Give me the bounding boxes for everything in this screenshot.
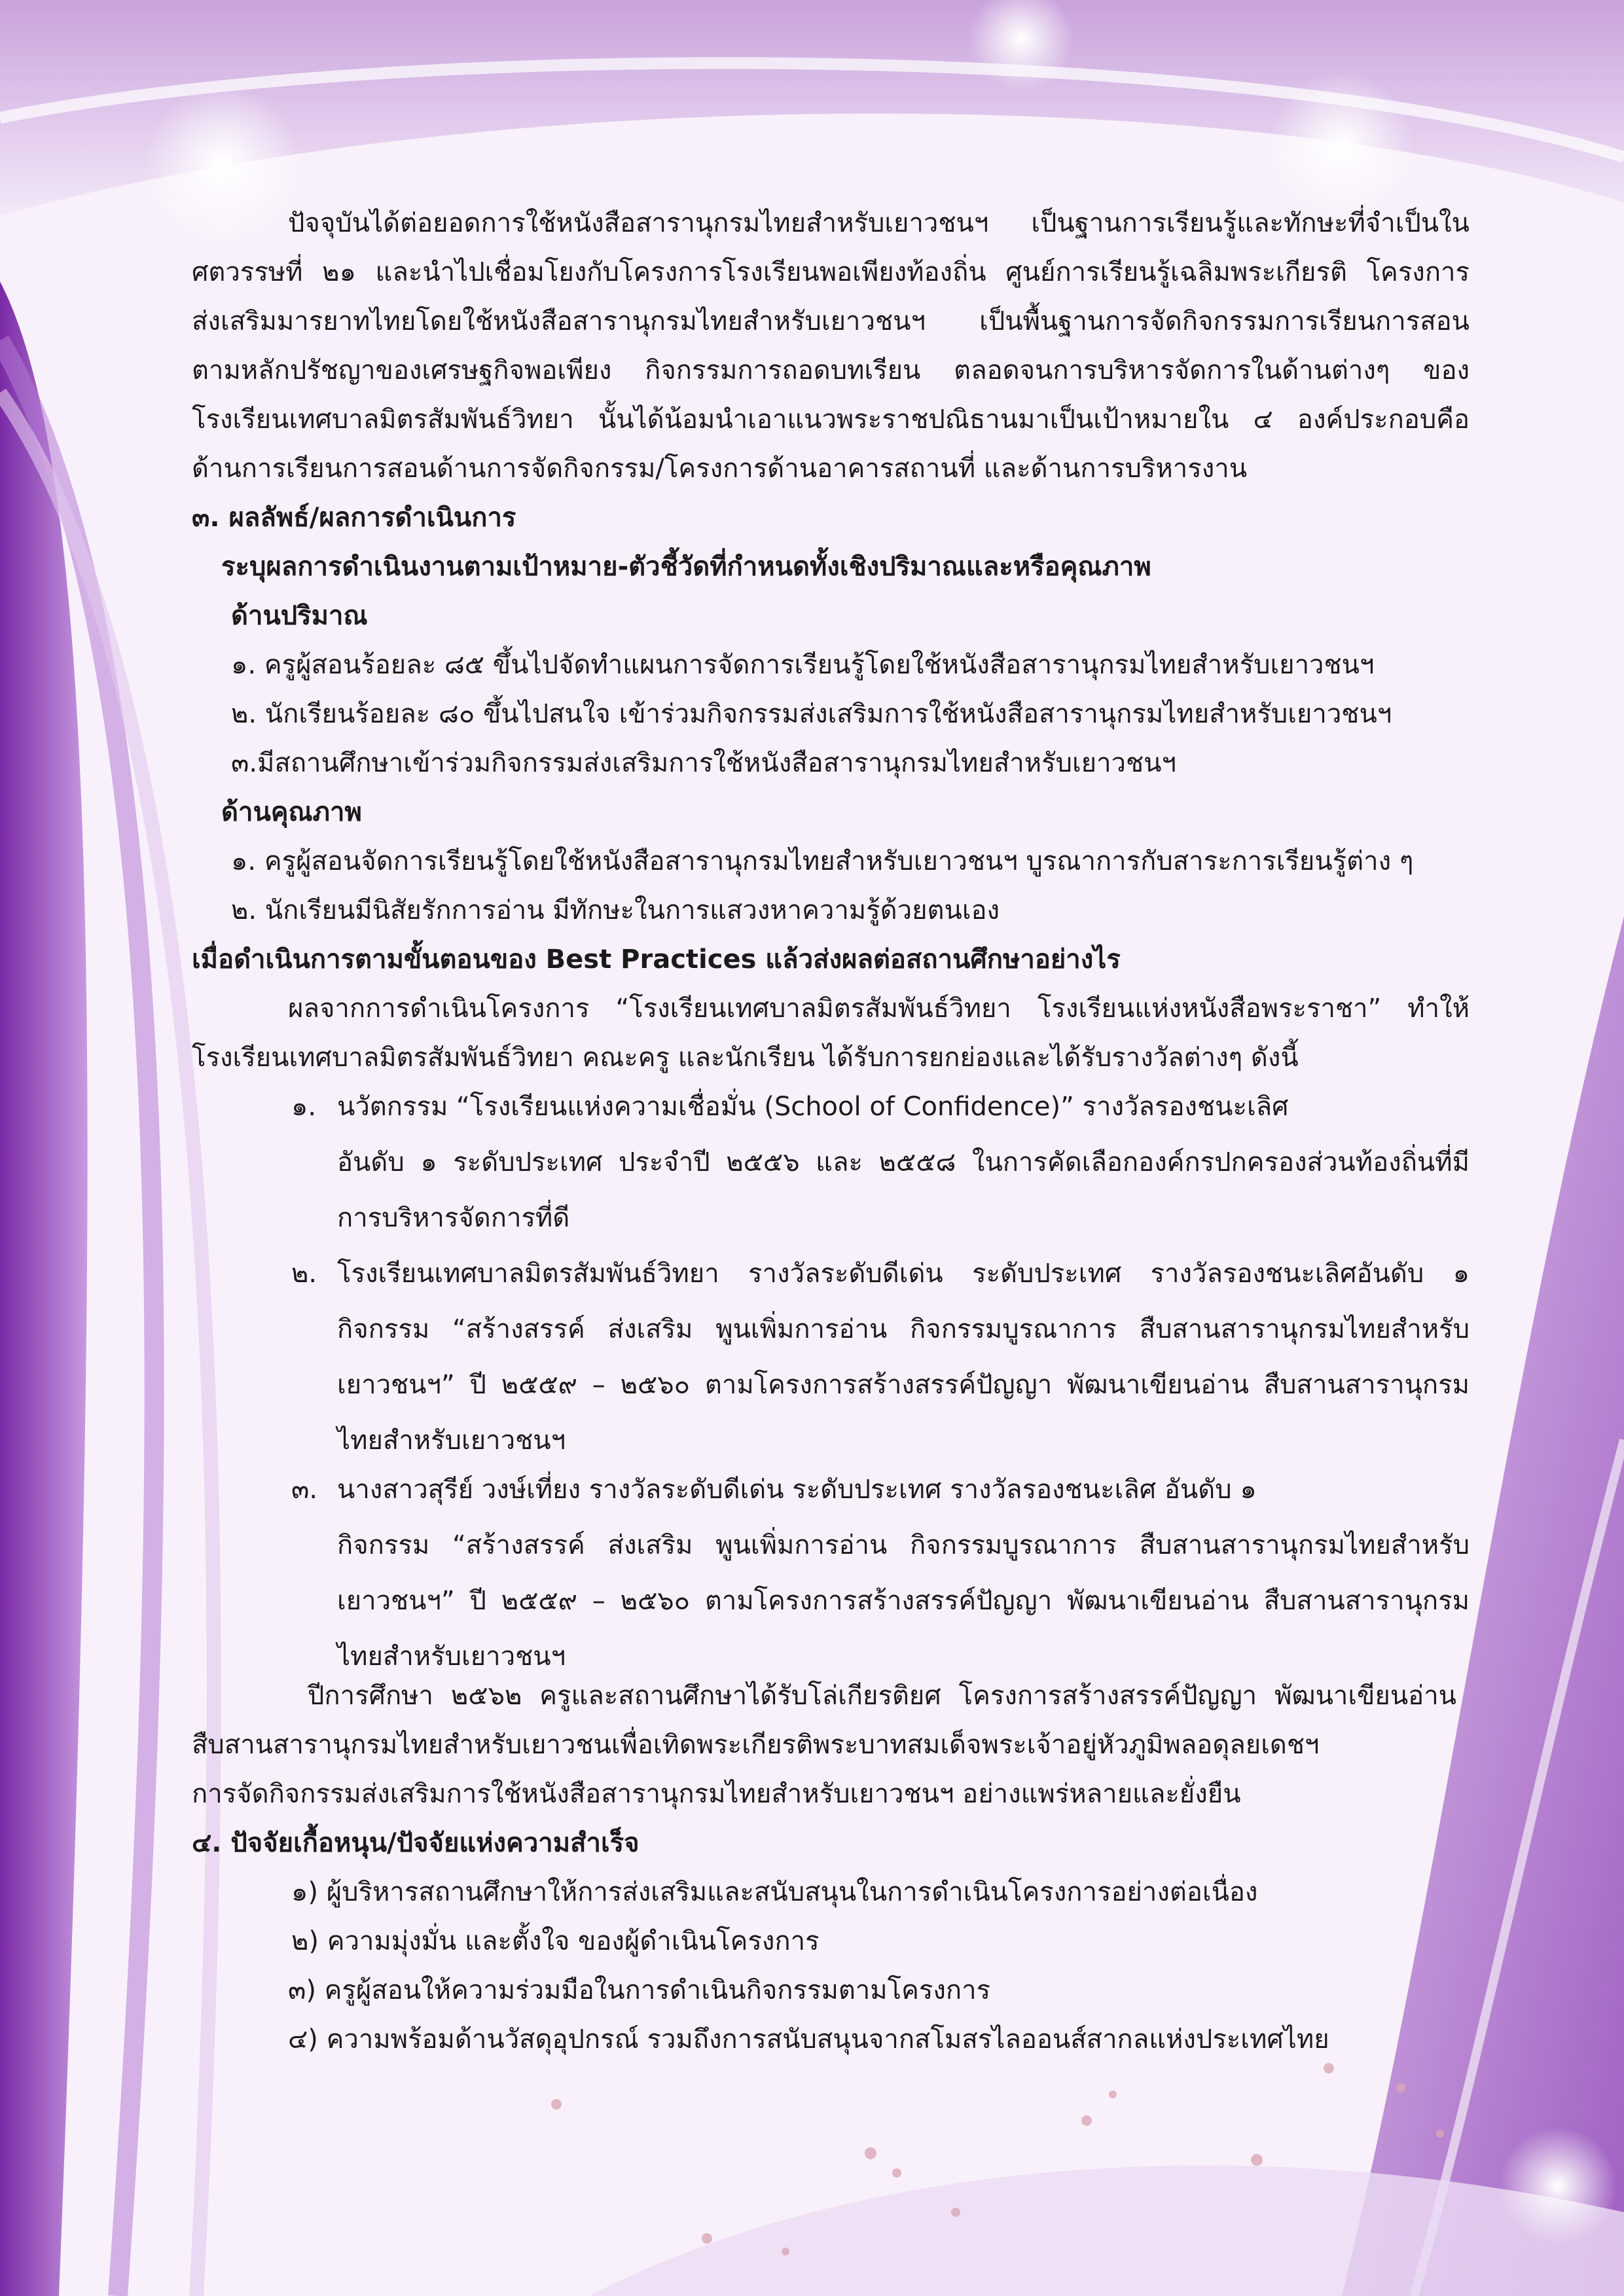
section4-item-2: ๒) ความมุ่งมั่น และตั้งใจ ของผู้ดำเนินโครงการ [291, 1926, 820, 1956]
closing-line-1: ปีการศึกษา ๒๕๖๒ ครูและสถานศึกษาได้รับโล่เกียรติยศ โครงการสร้างสรรค์ปัญญา พัฒนาเขียนอ่าน [308, 1681, 1456, 1711]
intro-line-1: ปัจจุบันได้ต่อยอดการใช้หนังสือสารานุกรมไทยสำหรับเยาวชนฯ เป็นฐานการเรียนรู้และทักษะที่จำเป็นใน [288, 208, 1470, 238]
award-1-line-3: การบริหารจัดการที่ดี [337, 1203, 570, 1233]
award-3-line-2: กิจกรรม “สร้างสรรค์ ส่งเสริม พูนเพิ่มการอ่าน กิจกรรมบูรณาการ สืบสานสารานุกรมไทยสำหรับ [337, 1530, 1470, 1560]
award-2-line-2: กิจกรรม “สร้างสรรค์ ส่งเสริม พูนเพิ่มการอ่าน กิจกรรมบูรณาการ สืบสานสารานุกรมไทยสำหรับ [337, 1314, 1470, 1344]
section4-item-1: ๑) ผู้บริหารสถานศึกษาให้การส่งเสริมและสนับสนุนในการดำเนินโครงการอย่างต่อเนื่อง [291, 1877, 1258, 1907]
award-1-line-1: นวัตกรรม “โรงเรียนแห่งความเชื่อมั่น (School of Confidence)” รางวัลรองชนะเลิศ [337, 1092, 1289, 1122]
award-3-line-4: ไทยสำหรับเยาวชนฯ [337, 1641, 566, 1672]
section4-item-4: ๔) ความพร้อมด้านวัสดุอุปกรณ์ รวมถึงการสนับสนุนจากสโมสรไลออนส์สากลแห่งประเทศไทย [288, 2024, 1329, 2054]
award-2-number: ๒. [291, 1259, 317, 1289]
best-practices-para-line-2: โรงเรียนเทศบาลมิตรสัมพันธ์วิทยา คณะครู และนักเรียน ได้รับการยกย่องและได้รับรางวัลต่างๆ ดังนี้ [192, 1043, 1299, 1073]
section4-heading: ๔. ปัจจัยเกื้อหนุน/ปัจจัยแห่งความสำเร็จ [192, 1828, 640, 1858]
award-3-number: ๓. [291, 1475, 318, 1505]
quality-heading: ด้านคุณภาพ [221, 797, 362, 827]
award-1-number: ๑. [291, 1092, 317, 1122]
award-2-line-4: ไทยสำหรับเยาวชนฯ [337, 1426, 566, 1456]
section3-heading: ๓. ผลลัพธ์/ผลการดำเนินการ [192, 503, 516, 533]
award-3-line-3: เยาวชนฯ” ปี ๒๕๕๙ – ๒๕๖๐ ตามโครงการสร้างสรรค์ปัญญา พัฒนาเขียนอ่าน สืบสานสารานุกรม [337, 1586, 1470, 1616]
intro-line-4: ตามหลักปรัชญาของเศรษฐกิจพอเพียง กิจกรรมการถอดบทเรียน ตลอดจนการบริหารจัดการในด้านต่างๆ ของ [192, 355, 1470, 386]
quality-item-2: ๒. นักเรียนมีนิสัยรักการอ่าน มีทักษะในการแสวงหาความรู้ด้วยตนเอง [231, 895, 1000, 925]
intro-line-5: โรงเรียนเทศบาลมิตรสัมพันธ์วิทยา นั้นได้น้อมนำเอาแนวพระราชปณิธานมาเป็นเป้าหมายใน ๔ องค์ประกอบคือ [192, 404, 1470, 435]
quantity-item-2: ๒. นักเรียนร้อยละ ๘๐ ขึ้นไปสนใจ เข้าร่วมกิจกรรมส่งเสริมการใช้หนังสือสารานุกรมไทยสำหรับเยาวชนฯ [231, 699, 1392, 729]
quantity-item-1: ๑. ครูผู้สอนร้อยละ ๘๕ ขึ้นไปจัดทำแผนการจัดการเรียนรู้โดยใช้หนังสือสารานุกรมไทยสำหรับเยาวชนฯ [231, 650, 1375, 680]
best-practices-heading: เมื่อดำเนินการตามขั้นตอนของ Best Practices แล้วส่งผลต่อสถานศึกษาอย่างไร [192, 944, 1121, 975]
closing-line-2: สืบสานสารานุกรมไทยสำหรับเยาวชนเพื่อเทิดพระเกียรติพระบาทสมเด็จพระเจ้าอยู่หัวภูมิพลอดุลยเดชฯ [192, 1730, 1320, 1760]
closing-line-3: การจัดกิจกรรมส่งเสริมการใช้หนังสือสารานุกรมไทยสำหรับเยาวชนฯ อย่างแพร่หลายและยั่งยืน [192, 1779, 1241, 1809]
award-1-line-2: อันดับ ๑ ระดับประเทศ ประจำปี ๒๕๕๖ และ ๒๕๕๘ ในการคัดเลือกองค์กรปกครองส่วนท้องถิ่นที่มี [337, 1147, 1470, 1177]
award-2-line-1: โรงเรียนเทศบาลมิตรสัมพันธ์วิทยา รางวัลระดับดีเด่น ระดับประเทศ รางวัลรองชนะเลิศอันดับ ๑ [337, 1259, 1470, 1289]
section3-subheading: ระบุผลการดำเนินงานตามเป้าหมาย-ตัวชี้วัดที่กำหนดทั้งเชิงปริมาณและหรือคุณภาพ [221, 552, 1151, 582]
section4-item-3: ๓) ครูผู้สอนให้ความร่วมมือในการดำเนินกิจกรรมตามโครงการ [288, 1975, 991, 2005]
intro-line-6: ด้านการเรียนการสอนด้านการจัดกิจกรรม/โครงการด้านอาคารสถานที่ และด้านการบริหารงาน [192, 454, 1248, 484]
intro-line-2: ศตวรรษที่ ๒๑ และนำไปเชื่อมโยงกับโครงการโรงเรียนพอเพียงท้องถิ่น ศูนย์การเรียนรู้เฉลิมพระเกียรติ โครงการ [192, 257, 1470, 287]
quantity-item-3: ๓.มีสถานศึกษาเข้าร่วมกิจกรรมส่งเสริมการใช้หนังสือสารานุกรมไทยสำหรับเยาวชนฯ [231, 748, 1176, 778]
award-3-line-1: นางสาวสุรีย์ วงษ์เที่ยง รางวัลระดับดีเด่น ระดับประเทศ รางวัลรองชนะเลิศ อันดับ ๑ [337, 1475, 1257, 1505]
best-practices-para-line-1: ผลจากการดำเนินโครงการ “โรงเรียนเทศบาลมิตรสัมพันธ์วิทยา โรงเรียนแห่งหนังสือพระราชา” ทำให้ [288, 994, 1470, 1024]
quantity-heading: ด้านปริมาณ [231, 601, 368, 631]
award-2-line-3: เยาวชนฯ” ปี ๒๕๕๙ – ๒๕๖๐ ตามโครงการสร้างสรรค์ปัญญา พัฒนาเขียนอ่าน สืบสานสารานุกรม [337, 1370, 1470, 1400]
intro-line-3: ส่งเสริมมารยาทไทยโดยใช้หนังสือสารานุกรมไทยสำหรับเยาวชนฯ เป็นพื้นฐานการจัดกิจกรรมการเรียนการสอน [192, 306, 1470, 336]
quality-item-1: ๑. ครูผู้สอนจัดการเรียนรู้โดยใช้หนังสือสารานุกรมไทยสำหรับเยาวชนฯ บูรณาการกับสาระการเรียนรู้ต่าง ๆ [231, 846, 1414, 876]
